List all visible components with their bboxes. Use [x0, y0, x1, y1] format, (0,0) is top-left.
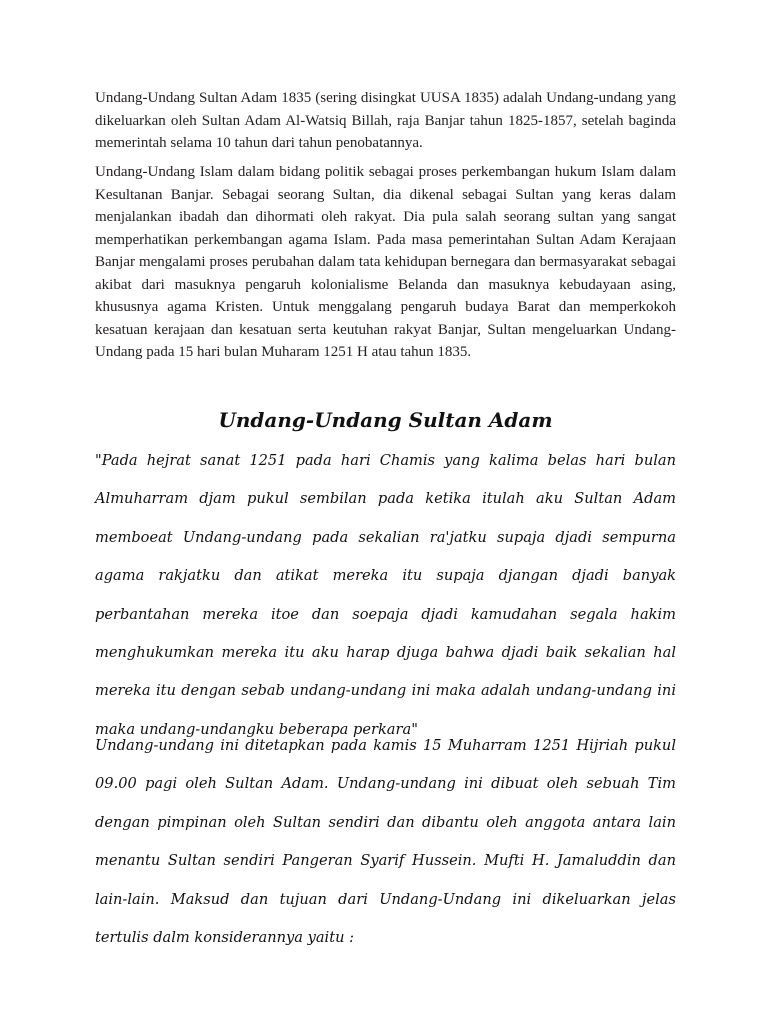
- decree-quote: "Pada hejrat sanat 1251 pada hari Chamis yang kalima belas hari bulan Almuharram djam pukul sembilan pada ketika itulah aku Sultan Adam memboeat Undang-undang pada sekalian ra'jatku supaja djadi sempurna agama rakjatku dan atikat mereka itu supaja djangan djadi banyak perbantahan mereka itoe dan soepaja djadi kamudahan segala hakim menghukumkan mereka itu aku harap djuga bahwa djadi baik sekalian hal mereka itu dengan sebab undang-undang ini maka adalah undang-undang ini maka undang-undangku beberapa perkara": [95, 452, 676, 738]
- closing-paragraph: Undang-undang ini ditetapkan pada kamis 15 Muharram 1251 Hijriah pukul 09.00 pagi oleh Sultan Adam. Undang-undang ini dibuat oleh sebuah Tim dengan pimpinan oleh Sultan sendiri dan dibantu oleh anggota antara lain menantu Sultan sendiri Pangeran Syarif Hussein. Mufti H. Jamaluddin dan lain-lain. Maksud dan tujuan dari Undang-Undang ini dikeluarkan jelas tertulis dalm konsiderannya yaitu :: [95, 737, 676, 947]
- history-paragraph: Undang-Undang Islam dalam bidang politik sebagai proses perkembangan hukum Islam dalam Kesultanan Banjar. Sebagai seorang Sultan, dia dikenal sebagai Sultan yang keras dalam menjalankan ibadah dan dihormati oleh rakyat. Dia pula salah seorang sultan yang sangat memperhatikan perkembangan agama Islam. Pada masa pemerintahan Sultan Adam Kerajaan Banjar mengalami proses perubahan dalam tata kehidupan bernegara dan bermasyarakat sebagai akibat dari masuknya pengaruh kolonialisme Belanda dan masuknya kebudayaan asing, khususnya agama Kristen. Untuk menggalang pengaruh budaya Barat dan memperkokoh kesatuan kerajaan dan kesatuan serta keutuhan rakyat Banjar, Sultan mengeluarkan Undang-Undang pada 15 hari bulan Muharam 1251 H atau tahun 1835.: [95, 164, 676, 360]
- intro-paragraph: Undang-Undang Sultan Adam 1835 (sering disingkat UUSA 1835) adalah Undang-undang yang dikeluarkan oleh Sultan Adam Al-Watsiq Billah, raja Banjar tahun 1825-1857, setelah baginda memerintah selama 10 tahun dari tahun penobatannya.: [95, 90, 676, 151]
- section-heading: Undang-Undang Sultan Adam: [218, 408, 553, 432]
